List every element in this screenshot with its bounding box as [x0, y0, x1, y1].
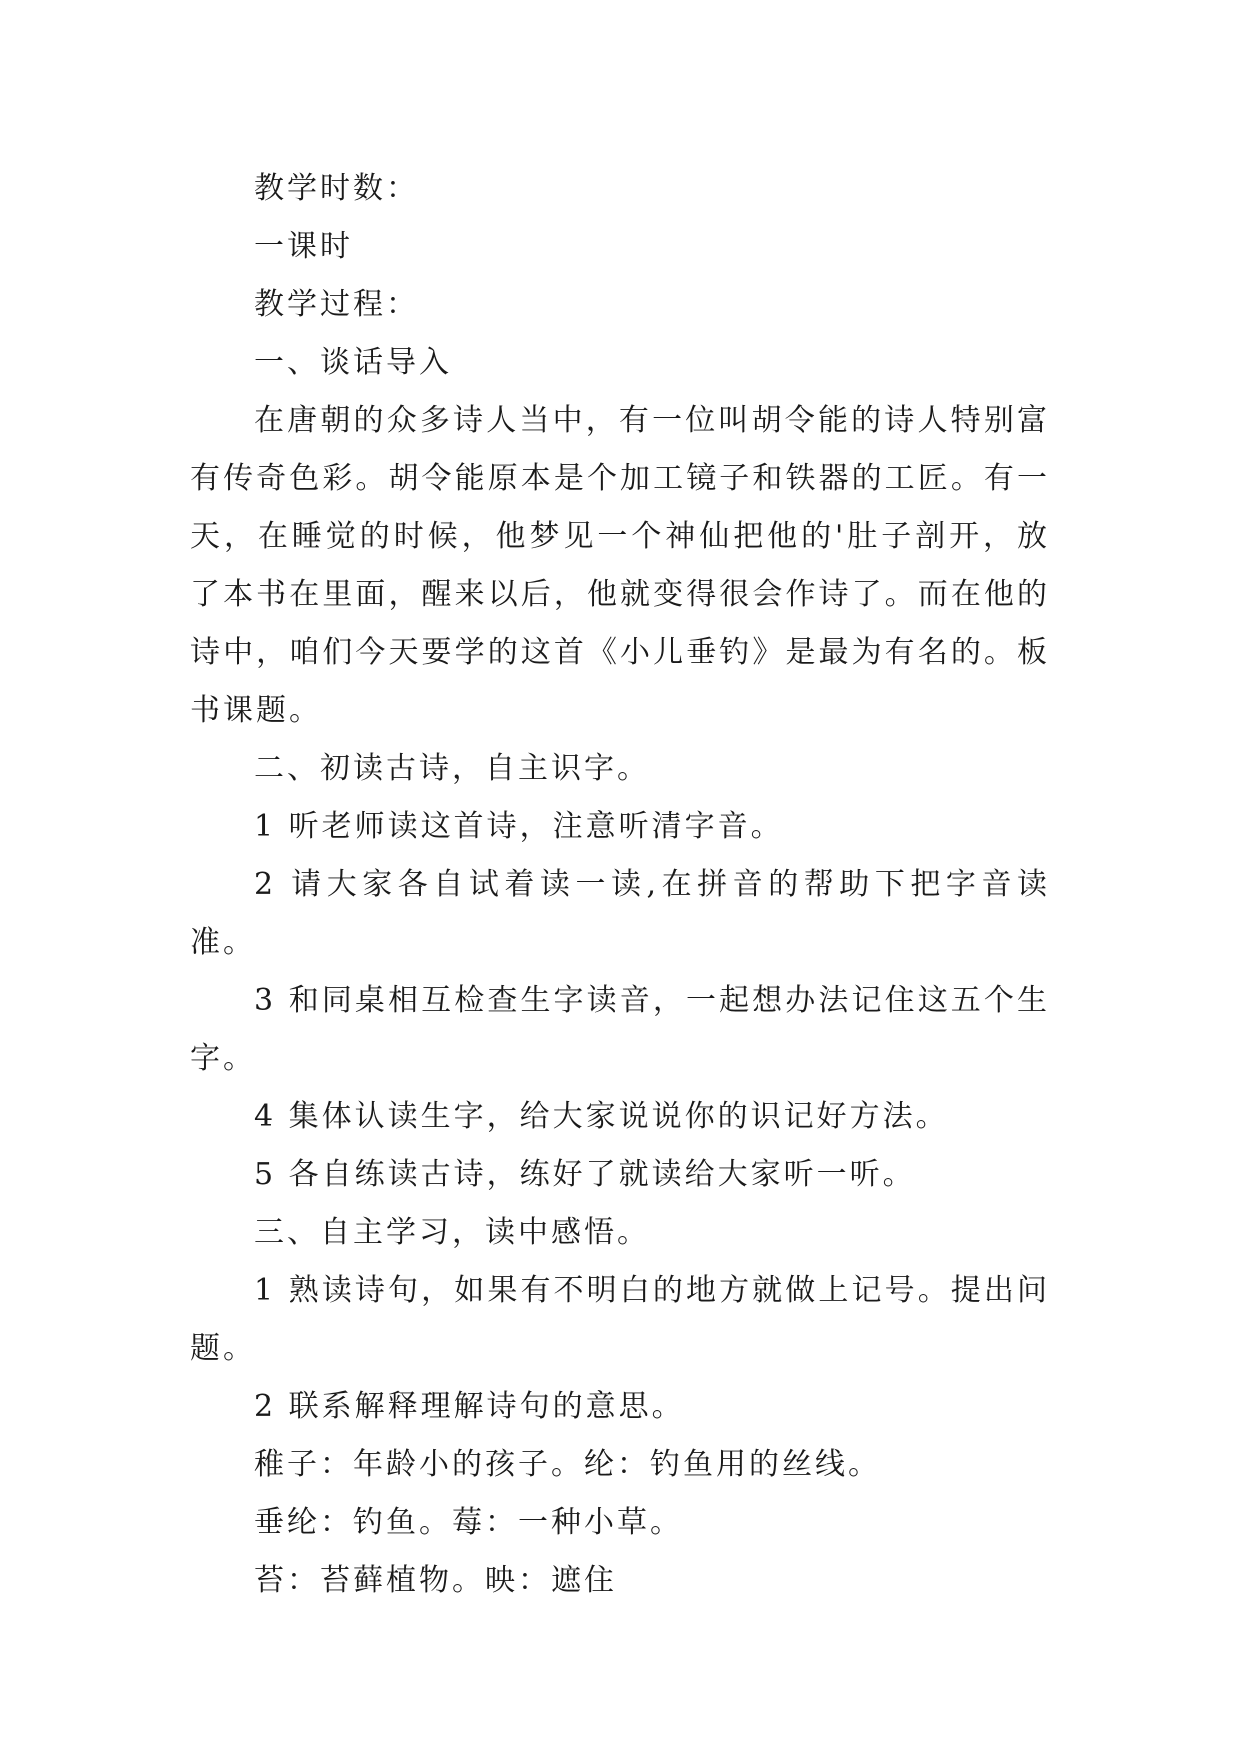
step-item: 3 和同桌相互检查生字读音，一起想办法记住这五个生字。 — [190, 983, 1050, 1076]
glossary-line: 稚子：年龄小的孩子。纶：钓鱼用的丝线。 — [254, 1447, 881, 1482]
section-heading-1: 一、谈话导入 — [254, 345, 452, 380]
section-heading-3: 三、自主学习，读中感悟。 — [254, 1215, 650, 1250]
intro-paragraph: 在唐朝的众多诗人当中，有一位叫胡令能的诗人特别富有传奇色彩。胡令能原本是个加工镜子和铁器的工匠。有一天，在睡觉的时候，他梦见一个神仙把他的'肚子剖开，放了本书在里面，醒来以后，他就变得很会作诗了。而在他的诗中，咱们今天要学的这首《小儿垂钓》是最为有名的。板书课题。 — [190, 403, 1050, 728]
heading-teaching-hours: 教学时数： — [254, 171, 419, 206]
step-item: 1 熟读诗句，如果有不明白的地方就做上记号。提出问题。 — [190, 1273, 1050, 1366]
step-item: 2 请大家各自试着读一读,在拼音的帮助下把字音读准。 — [190, 867, 1050, 960]
step-item: 1 听老师读这首诗，注意听清字音。 — [254, 809, 784, 844]
teaching-hours-value: 一课时 — [254, 229, 353, 264]
glossary-line: 苔：苔藓植物。映：遮住 — [254, 1563, 617, 1598]
heading-teaching-process: 教学过程： — [254, 287, 419, 322]
section-heading-2: 二、初读古诗，自主识字。 — [254, 751, 650, 786]
step-item: 2 联系解释理解诗句的意思。 — [254, 1389, 685, 1424]
step-item: 5 各自练读古诗，练好了就读给大家听一听。 — [254, 1157, 916, 1192]
glossary-line: 垂纶：钓鱼。莓：一种小草。 — [254, 1505, 683, 1540]
step-item: 4 集体认读生字，给大家说说你的识记好方法。 — [254, 1099, 949, 1134]
document-body — [190, 160, 1050, 1610]
